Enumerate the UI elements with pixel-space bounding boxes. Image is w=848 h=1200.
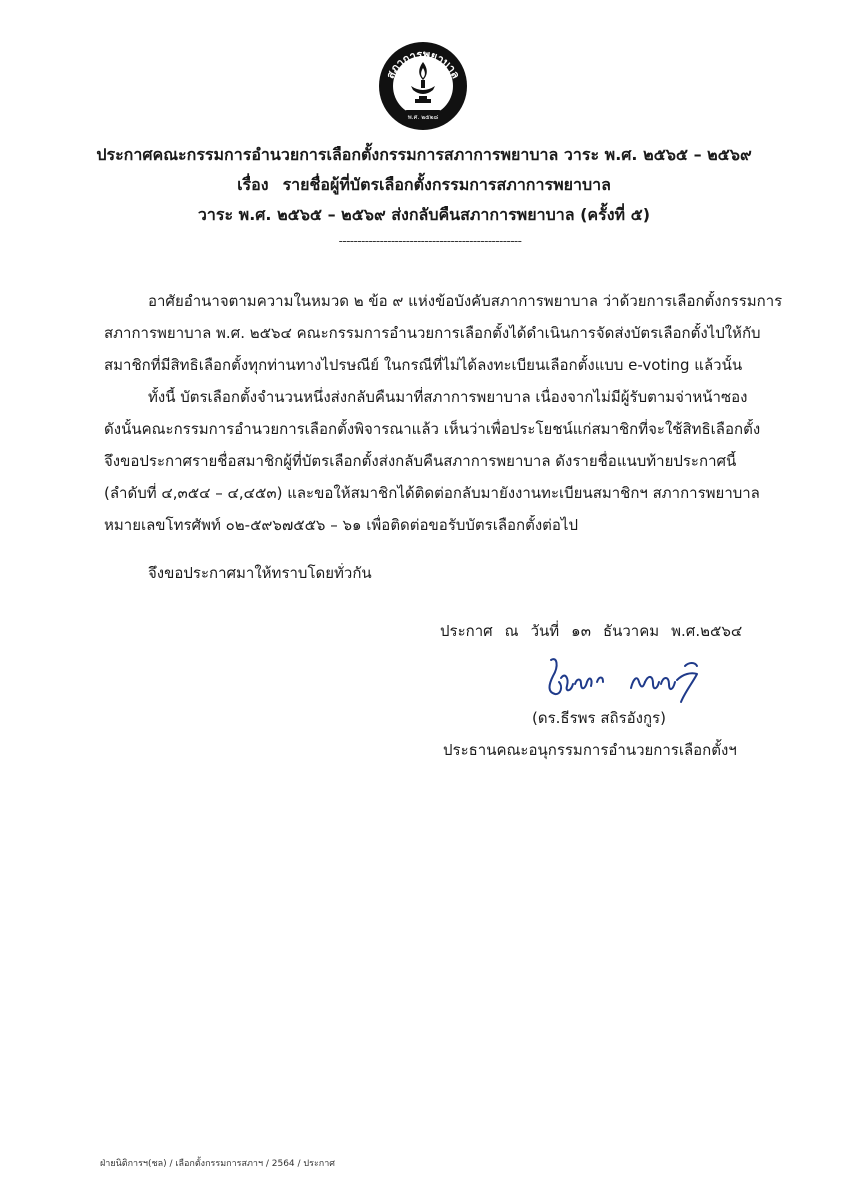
paragraph-1-line-1: อาศัยอำนาจตามความในหมวด ๒ ข้อ ๙ แห่งข้อบังคับสภาการพยาบาล ว่าด้วยการเลือกตั้งกรรมการ <box>148 292 783 310</box>
paragraph-2-line-1: ทั้งนี้ บัตรเลือกตั้งจำนวนหนึ่งส่งกลับคืนมาที่สภาการพยาบาล เนื่องจากไม่มีผู้รับตามจ่าหน้าซอง <box>148 388 748 406</box>
paragraph-1-line-3: สมาชิกที่มีสิทธิเลือกตั้งทุกท่านทางไปรษณีย์ ในกรณีที่ไม่ได้ลงทะเบียนเลือกตั้งแบบ e-voting แล้วนั้น <box>104 356 743 374</box>
svg-text:พ.ศ. ๒๕๒๘: พ.ศ. ๒๕๒๘ <box>407 114 439 121</box>
council-emblem-logo <box>377 40 469 132</box>
announce-day: ๑๓ <box>571 622 591 640</box>
announce-month: ธันวาคม <box>602 622 660 640</box>
subject-text: รายชื่อผู้ที่บัตรเลือกตั้งกรรมการสภาการพยาบาล <box>282 175 611 194</box>
announce-prefix: ประกาศ <box>440 622 493 640</box>
paragraph-2-line-4: (ลำดับที่ ๔,๓๕๔ – ๔,๔๕๓) และขอให้สมาชิกได้ติดต่อกลับมายังงานทะเบียนสมาชิกฯ สภาการพยาบาล <box>104 484 760 502</box>
announcement-date <box>440 621 742 641</box>
announcement-term-line: วาระ พ.ศ. ๒๕๖๕ – ๒๕๖๙ ส่งกลับคืนสภาการพยาบาล (ครั้งที่ ๕) <box>197 205 651 224</box>
handwritten-signature <box>535 652 715 704</box>
svg-text:สภาการพยาบาล: สภาการพยาบาล <box>383 47 463 81</box>
signer-name: (ดร.ธีรพร สถิรอังกูร) <box>532 709 666 727</box>
announce-at: ณ <box>504 622 519 640</box>
announce-day-label: วันที่ <box>530 622 560 640</box>
closing-line: จึงขอประกาศมาให้ทราบโดยทั่วกัน <box>148 564 372 582</box>
paragraph-2-line-2: ดังนั้นคณะกรรมการอำนวยการเลือกตั้งพิจารณาแล้ว เห็นว่าเพื่อประโยชน์แก่สมาชิกที่จะใช้สิทธิเลือกตั้ง <box>104 420 761 438</box>
subject-label: เรื่อง <box>237 175 269 194</box>
separator-dashes: ------------------------------------------------- <box>338 234 522 248</box>
announce-year: พ.ศ.๒๕๖๔ <box>671 622 743 640</box>
document-footer-reference: ฝ่ายนิติการฯ(ชล) / เลือกตั้งกรรมการสภาฯ / 2564 / ประกาศ <box>100 1159 336 1169</box>
announcement-subject <box>0 174 848 196</box>
paragraph-1-line-2: สภาการพยาบาล พ.ศ. ๒๕๖๔ คณะกรรมการอำนวยการเลือกตั้งได้ดำเนินการจัดส่งบัตรเลือกตั้งไปให้กับ <box>104 324 761 342</box>
paragraph-2-line-3: จึงขอประกาศรายชื่อสมาชิกผู้ที่บัตรเลือกตั้งส่งกลับคืนสภาการพยาบาล ดังรายชื่อแนบท้ายประกาศนี้ <box>104 452 737 470</box>
signer-title: ประธานคณะอนุกรรมการอำนวยการเลือกตั้งฯ <box>443 741 737 759</box>
paragraph-2-line-5: หมายเลขโทรศัพท์ ๐๒-๕๙๖๗๕๕๖ – ๖๑ เพื่อติดต่อขอรับบัตรเลือกตั้งต่อไป <box>104 516 579 534</box>
announcement-title: ประกาศคณะกรรมการอำนวยการเลือกตั้งกรรมการสภาการพยาบาล วาระ พ.ศ. ๒๕๖๕ – ๒๕๖๙ <box>96 145 752 164</box>
